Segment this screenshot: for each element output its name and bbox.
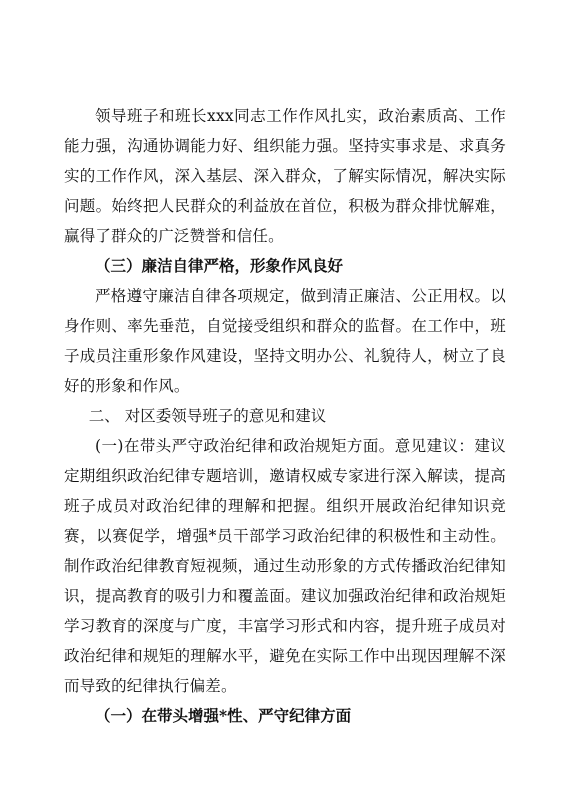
paragraph-leadership-style: 领导班子和班长xxx同志工作作风扎实，政治素质高、工作能力强，沟通协调能力好、组织能力强。坚持实事求是、求真务实的工作作风，深入基层、深入群众，了解实际情况，解决实际问题。始终把人民群众的利益放在首位，积极为群众排忧解难，赢得了群众的广泛赞誉和信任。 [64, 107, 506, 245]
section-heading-party-spirit: （一）在带头增强*性、严守纪律方面 [95, 706, 352, 725]
document-page [64, 101, 506, 731]
section-heading-integrity: （三）廉洁自律严格，形象作风良好 [95, 256, 344, 275]
section-heading-suggestions: 二、 对区委领导班子的意见和建议 [88, 407, 327, 425]
paragraph-political-discipline: (一)在带头严守政治纪律和政治规矩方面。意见建议：建议定期组织政治纪律专题培训，邀请权威专家进行深入解读，提高班子成员对政治纪律的理解和把握。组织开展政治纪律知识竞赛，以赛促学，增强*员干部学习政治纪律的积极性和主动性。制作政治纪律教育短视频，通过生动形象的方式传播政治纪律知识，提高教育的吸引力和覆盖面。建议加强政治纪律和政治规矩学习教育的深度与广度，丰富学习形式和内容，提升班子成员对政治纪律和规矩的理解水平，避免在实际工作中出现因理解不深而导致的纪律执行偏差。 [64, 437, 506, 695]
paragraph-integrity: 严格遵守廉洁自律各项规定，做到清正廉洁、公正用权。以身作则、率先垂范，自觉接受组织和群众的监督。在工作中，班子成员注重形象作风建设，坚持文明办公、礼貌待人，树立了良好的形象和作风。 [64, 287, 506, 395]
